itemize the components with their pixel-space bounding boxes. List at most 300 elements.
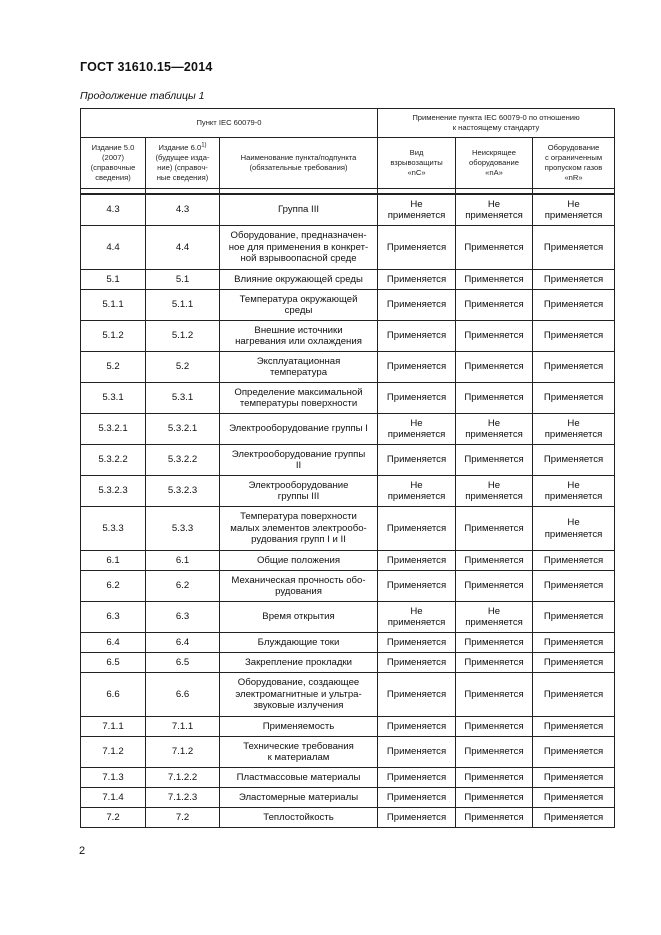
cell-ed5: 5.1.2 (81, 321, 146, 352)
cell-name (220, 270, 378, 290)
cell-ed6: 5.3.2.1 (146, 414, 220, 445)
cell-nr (533, 383, 615, 414)
table-row (81, 507, 615, 551)
cell-name (220, 226, 378, 270)
cell-na (456, 551, 533, 571)
header-line: Вид (409, 148, 424, 158)
cell-line: Не (487, 605, 501, 617)
cell-line: Применяется (464, 771, 524, 783)
cell-line: Применяется (464, 330, 524, 342)
cell-line: Не (567, 517, 580, 528)
cell-nr (533, 602, 615, 633)
header-clause-group: Пункт IEC 60079-0 (81, 109, 378, 138)
cell-line: Группа III (277, 204, 320, 216)
cell-line: Не (567, 198, 580, 210)
cell-line: Применяется (464, 392, 524, 404)
cell-na (456, 717, 533, 737)
table-row (81, 290, 615, 321)
cell-nc (378, 717, 456, 737)
table-row (81, 673, 615, 717)
cell-na (456, 194, 533, 226)
document-header: ГОСТ 31610.15—2014 (80, 60, 213, 74)
cell-ed6: 7.1.2.3 (146, 788, 220, 808)
cell-line: Применяется (464, 299, 524, 311)
cell-ed5: 5.2 (81, 352, 146, 383)
header-line: с ограниченным (545, 153, 603, 163)
cell-ed6: 5.1.1 (146, 290, 220, 321)
cell-line: Блуждающие токи (257, 636, 340, 648)
cell-line: Применяется (543, 636, 604, 648)
table-row (81, 633, 615, 653)
cell-line: Применяется (543, 656, 604, 668)
cell-nc (378, 768, 456, 788)
table-row (81, 194, 615, 226)
table-row (81, 270, 615, 290)
cell-line: Теплостойкость (263, 811, 334, 823)
cell-name (220, 808, 378, 828)
cell-nc (378, 808, 456, 828)
cell-line: Не (410, 417, 423, 429)
cell-nc (378, 788, 456, 808)
cell-ed5: 6.5 (81, 653, 146, 673)
cell-nc (378, 414, 456, 445)
cell-ed6: 6.5 (146, 653, 220, 673)
cell-line: ное для применения в конкрет- (228, 241, 369, 253)
cell-ed6: 4.4 (146, 226, 220, 270)
cell-nc (378, 737, 456, 768)
cell-line: Влияние окружающей среды (234, 273, 363, 285)
cell-nr (533, 226, 615, 270)
cell-ed5: 4.3 (81, 194, 146, 226)
cell-line: применяется (544, 491, 603, 502)
header-line: ние) (справоч- (157, 163, 208, 172)
cell-ed6: 5.1 (146, 270, 220, 290)
cell-line: Применяется (386, 656, 447, 668)
table-row (81, 226, 615, 270)
cell-line: Эксплуатационная (256, 355, 341, 367)
cell-line: малых элементов электрообо- (230, 522, 367, 534)
cell-ed6: 5.1.2 (146, 321, 220, 352)
cell-na (456, 476, 533, 507)
cell-line: Применяется (386, 241, 447, 253)
cell-line: Применяется (543, 554, 604, 566)
cell-line: применяется (387, 210, 446, 221)
cell-line: применяется (465, 617, 523, 628)
cell-line: Применяется (386, 522, 447, 534)
cell-name (220, 768, 378, 788)
cell-line: применяется (387, 491, 446, 502)
header-application-line: Применение пункта IEC 60079-0 по отношению (412, 113, 580, 123)
table-row (81, 321, 615, 352)
cell-ed5: 6.1 (81, 551, 146, 571)
cell-ed5: 5.3.2.2 (81, 445, 146, 476)
header-edition-6 (146, 138, 220, 189)
cell-line: Применяется (464, 746, 524, 758)
cell-line: Применяется (464, 580, 524, 592)
cell-line: Применяется (386, 636, 447, 648)
cell-na (456, 226, 533, 270)
cell-na (456, 633, 533, 653)
cell-line: применяется (544, 210, 603, 221)
cell-line: нагревания или охлаждения (235, 336, 362, 347)
cell-line: Не (487, 198, 501, 210)
cell-nr (533, 445, 615, 476)
cell-line: Применяется (386, 771, 447, 783)
cell-line: рудования (275, 586, 322, 597)
cell-nc (378, 476, 456, 507)
cell-na (456, 352, 533, 383)
cell-nr (533, 633, 615, 653)
cell-ed5: 7.1.4 (81, 788, 146, 808)
cell-line: Применяется (464, 636, 524, 648)
header-line: Издание 6.0 (158, 143, 202, 153)
cell-line: Эластомерные материалы (238, 791, 359, 803)
cell-nr (533, 788, 615, 808)
cell-line: температура (269, 367, 328, 378)
cell-nc (378, 270, 456, 290)
cell-nr (533, 717, 615, 737)
cell-nr (533, 737, 615, 768)
cell-line: Применяется (464, 688, 524, 700)
cell-line: Применяется (543, 611, 604, 623)
cell-line: Применяется (543, 791, 604, 803)
cell-na (456, 673, 533, 717)
header-line: (справочные (90, 163, 136, 172)
cell-line: среды (284, 305, 313, 316)
cell-line: рудования групп I и II (251, 534, 346, 546)
cell-line: применяется (465, 491, 523, 502)
cell-line: Применяется (543, 330, 604, 342)
cell-line: Температура поверхности (240, 511, 357, 523)
cell-nc (378, 673, 456, 717)
header-line: (будущее изда- (155, 153, 210, 163)
cell-ed6: 6.2 (146, 571, 220, 602)
cell-line: Применяется (386, 299, 447, 311)
cell-line: применяется (544, 429, 603, 440)
cell-line: Оборудование, создающее (237, 677, 360, 689)
cell-line: Применяется (464, 811, 524, 823)
header-line: (обязательные требования) (249, 163, 348, 172)
cell-nc (378, 445, 456, 476)
cell-name (220, 602, 378, 633)
cell-ed6: 5.3.2.2 (146, 445, 220, 476)
header-line: «nR» (564, 172, 583, 182)
cell-ed6: 5.2 (146, 352, 220, 383)
cell-name (220, 717, 378, 737)
cell-na (456, 737, 533, 768)
cell-line: II (295, 460, 302, 471)
header-line: сведения) (95, 172, 131, 182)
header-application-group (378, 109, 615, 138)
header-clause-name (220, 138, 378, 189)
cell-na (456, 290, 533, 321)
header-nr (533, 138, 615, 189)
cell-line: Применяется (543, 299, 604, 311)
table-row (81, 476, 615, 507)
cell-line: Электрооборудование (248, 479, 349, 491)
cell-nr (533, 270, 615, 290)
cell-line: Внешние источники (254, 324, 343, 336)
cell-ed5: 5.1 (81, 270, 146, 290)
cell-line: Применяется (386, 554, 447, 566)
cell-line: Не (487, 479, 501, 491)
cell-nc (378, 602, 456, 633)
cell-line: ной взрывоопасной среде (240, 253, 357, 265)
cell-line: Не (567, 417, 580, 429)
cell-nr (533, 290, 615, 321)
cell-line: Применяется (386, 361, 447, 373)
cell-nr (533, 476, 615, 507)
header-line: Издание 5.0 (91, 143, 135, 153)
cell-line: Пластмассовые материалы (236, 771, 361, 783)
cell-line: Применяется (543, 241, 604, 253)
cell-ed5: 5.3.2.3 (81, 476, 146, 507)
cell-ed6: 6.4 (146, 633, 220, 653)
cell-line: Применяется (464, 656, 524, 668)
cell-line: Применяется (543, 746, 604, 758)
header-nc (378, 138, 456, 189)
cell-line: Время открытия (262, 611, 335, 623)
cell-nr (533, 653, 615, 673)
cell-nr (533, 352, 615, 383)
cell-line: Применяется (543, 273, 604, 285)
page-number: 2 (79, 845, 86, 857)
cell-line: Температура окружающей (239, 293, 358, 305)
table-row (81, 551, 615, 571)
cell-name (220, 653, 378, 673)
cell-nc (378, 290, 456, 321)
cell-name (220, 194, 378, 226)
cell-line: Применяется (464, 791, 524, 803)
table-row (81, 414, 615, 445)
header-line: пропуском газов (544, 163, 603, 172)
cell-na (456, 507, 533, 551)
cell-name (220, 673, 378, 717)
cell-ed6: 6.3 (146, 602, 220, 633)
cell-ed6: 5.3.2.3 (146, 476, 220, 507)
table-body (81, 194, 615, 828)
table-row (81, 445, 615, 476)
cell-line: применяется (465, 429, 523, 440)
table-row (81, 571, 615, 602)
cell-line: Применяется (543, 771, 604, 783)
cell-line: Применяется (464, 241, 524, 253)
cell-line: Оборудование, предназначен- (230, 230, 367, 242)
cell-line: Применяется (543, 454, 604, 466)
header-line: Оборудование (547, 143, 600, 153)
cell-name (220, 383, 378, 414)
cell-line: Применяется (543, 688, 604, 700)
cell-nc (378, 571, 456, 602)
table-row (81, 602, 615, 633)
cell-line: Не (410, 198, 423, 210)
cell-na (456, 788, 533, 808)
cell-line: Применяется (464, 720, 524, 732)
cell-line: Применяемость (262, 720, 335, 732)
cell-line: Применяется (543, 361, 604, 373)
cell-name (220, 571, 378, 602)
cell-line: Механическая прочность обо- (231, 574, 366, 586)
cell-na (456, 414, 533, 445)
cell-nr (533, 414, 615, 445)
cell-nc (378, 226, 456, 270)
cell-line: Применяется (386, 580, 447, 592)
cell-ed6: 6.1 (146, 551, 220, 571)
cell-nc (378, 551, 456, 571)
cell-nr (533, 551, 615, 571)
cell-ed5: 6.3 (81, 602, 146, 633)
cell-ed5: 5.1.1 (81, 290, 146, 321)
cell-ed6: 7.2 (146, 808, 220, 828)
cell-line: Применяется (386, 791, 447, 803)
cell-ed5: 5.3.1 (81, 383, 146, 414)
header-line: взрывозащиты (390, 158, 443, 168)
cell-line: применяется (465, 210, 523, 221)
cell-na (456, 321, 533, 352)
cell-name (220, 507, 378, 551)
cell-line: применяется (387, 617, 446, 628)
cell-ed5: 7.1.3 (81, 768, 146, 788)
cell-line: температуры поверхности (239, 398, 358, 409)
cell-nc (378, 321, 456, 352)
cell-nr (533, 571, 615, 602)
cell-ed5: 6.2 (81, 571, 146, 602)
cell-name (220, 445, 378, 476)
header-line: «nC» (407, 167, 426, 177)
cell-line: Применяется (386, 330, 447, 342)
table-row (81, 737, 615, 768)
table-continuation-caption: Продолжение таблицы 1 (80, 90, 205, 102)
cell-nr (533, 507, 615, 551)
cell-na (456, 768, 533, 788)
header-line: (2007) (102, 153, 124, 163)
cell-na (456, 383, 533, 414)
cell-name (220, 414, 378, 445)
cell-name (220, 476, 378, 507)
header-line: ные сведения) (156, 172, 209, 182)
cell-ed6: 4.3 (146, 194, 220, 226)
cell-nr (533, 673, 615, 717)
cell-ed6: 7.1.2 (146, 737, 220, 768)
cell-line: Применяется (543, 720, 604, 732)
cell-line: Применяется (386, 720, 447, 732)
cell-line: звуковые излучения (253, 700, 344, 712)
cell-name (220, 788, 378, 808)
cell-nc (378, 507, 456, 551)
header-application-line: к настоящему стандарту (452, 123, 540, 132)
cell-line: Применяется (386, 811, 447, 823)
cell-line: Применяется (464, 273, 524, 285)
cell-line: Применяется (464, 454, 524, 466)
cell-name (220, 737, 378, 768)
cell-line: Применяется (464, 554, 524, 566)
cell-ed6: 7.1.2.2 (146, 768, 220, 788)
table-header (81, 109, 615, 195)
table-row (81, 717, 615, 737)
cell-ed5: 5.3.2.1 (81, 414, 146, 445)
cell-ed6: 5.3.3 (146, 507, 220, 551)
cell-nr (533, 194, 615, 226)
cell-line: Электрооборудование группы (231, 448, 366, 460)
cell-line: к материалам (267, 752, 330, 763)
cell-nr (533, 321, 615, 352)
cell-line: Применяется (543, 392, 604, 404)
cell-nc (378, 633, 456, 653)
cell-line: Применяется (464, 522, 524, 534)
table-row (81, 653, 615, 673)
cell-name (220, 290, 378, 321)
cell-na (456, 602, 533, 633)
cell-ed6: 5.3.1 (146, 383, 220, 414)
cell-name (220, 551, 378, 571)
cell-line: Не (567, 479, 580, 491)
cell-name (220, 352, 378, 383)
cell-nc (378, 383, 456, 414)
cell-ed5: 5.3.3 (81, 507, 146, 551)
cell-line: Общие положения (256, 554, 341, 566)
cell-line: Применяется (386, 746, 447, 758)
table-row (81, 808, 615, 828)
cell-na (456, 571, 533, 602)
footnote-marker: 1) (201, 142, 207, 149)
cell-ed5: 6.4 (81, 633, 146, 653)
cell-ed6: 6.6 (146, 673, 220, 717)
cell-line: применяется (387, 429, 446, 440)
table-row (81, 788, 615, 808)
table-row (81, 768, 615, 788)
cell-line: Не (410, 605, 423, 617)
cell-line: Закрепление прокладки (244, 656, 353, 668)
cell-ed5: 7.2 (81, 808, 146, 828)
cell-line: Применяется (386, 454, 447, 466)
cell-line: Не (487, 417, 501, 429)
cell-line: применяется (544, 528, 603, 540)
cell-line: Применяется (386, 392, 447, 404)
table-row (81, 352, 615, 383)
header-line: Неискрящее (472, 148, 516, 158)
cell-na (456, 808, 533, 828)
cell-line: Не (410, 479, 423, 491)
cell-ed5: 7.1.2 (81, 737, 146, 768)
cell-nc (378, 352, 456, 383)
cell-nr (533, 808, 615, 828)
cell-ed5: 4.4 (81, 226, 146, 270)
cell-line: Применяется (543, 811, 604, 823)
cell-ed6: 7.1.1 (146, 717, 220, 737)
cell-na (456, 270, 533, 290)
cell-line: Применяется (464, 361, 524, 373)
cell-nc (378, 653, 456, 673)
cell-nc (378, 194, 456, 226)
cell-ed5: 7.1.1 (81, 717, 146, 737)
header-line: Наименование пункта/подпункта (240, 153, 357, 163)
cell-line: Определение максимальной (234, 386, 363, 398)
table-row (81, 383, 615, 414)
header-line: «nA» (485, 167, 503, 177)
header-line: оборудование (469, 158, 519, 168)
cell-line: Применяется (543, 580, 604, 592)
header-na (456, 138, 533, 189)
cell-line: электромагнитные и ультра- (235, 688, 362, 700)
cell-ed5: 6.6 (81, 673, 146, 717)
cell-name (220, 321, 378, 352)
cell-line: Технические требования (243, 740, 354, 752)
cell-line: Применяется (386, 688, 447, 700)
cell-nr (533, 768, 615, 788)
requirements-table (80, 108, 615, 828)
cell-line: Электрооборудование группы I (229, 423, 368, 435)
cell-name (220, 633, 378, 653)
